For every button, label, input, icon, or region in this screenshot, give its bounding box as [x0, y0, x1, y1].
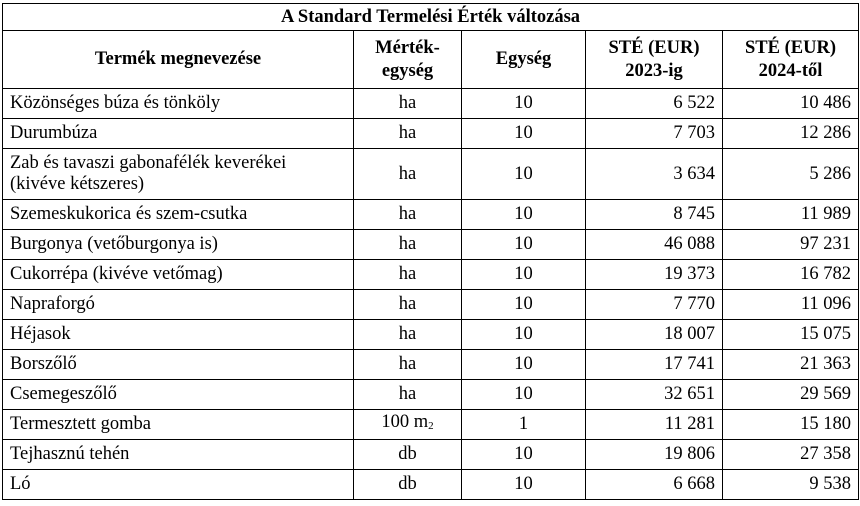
quantity-cell: 10 [462, 290, 586, 320]
ste-2023-cell: 19 373 [586, 260, 723, 290]
title-row [3, 4, 859, 31]
ste-2024-cell: 15 075 [723, 320, 859, 350]
quantity-cell: 1 [462, 410, 586, 440]
quantity-cell: 10 [462, 200, 586, 230]
product-name-cell: Szemeskukorica és szem-csutka [3, 200, 354, 230]
ste-2023-cell: 7 703 [586, 119, 723, 149]
ste-2024-cell: 29 569 [723, 380, 859, 410]
ste-2024-cell: 12 286 [723, 119, 859, 149]
header-ste-2023: STÉ (EUR) 2023-ig [586, 31, 723, 89]
quantity-cell: 10 [462, 230, 586, 260]
ste-2024-cell: 9 538 [723, 470, 859, 500]
unit-cell: ha [354, 260, 462, 290]
table-row [3, 440, 859, 470]
quantity-cell: 10 [462, 470, 586, 500]
ste-table [2, 3, 859, 500]
product-name-cell: Tejhasznú tehén [3, 440, 354, 470]
ste-2023-cell: 6 668 [586, 470, 723, 500]
ste-2024-cell: 27 358 [723, 440, 859, 470]
unit-cell: db [354, 470, 462, 500]
product-name-cell: Héjasok [3, 320, 354, 350]
quantity-cell: 10 [462, 89, 586, 119]
ste-2024-cell: 21 363 [723, 350, 859, 380]
header-quantity: Egység [462, 31, 586, 89]
table-row [3, 320, 859, 350]
ste-2023-cell: 18 007 [586, 320, 723, 350]
product-name-cell: Csemegeszőlő [3, 380, 354, 410]
product-name-cell: Közönséges búza és tönköly [3, 89, 354, 119]
table-row [3, 290, 859, 320]
table-row [3, 470, 859, 500]
ste-2024-cell: 97 231 [723, 230, 859, 260]
table-row [3, 230, 859, 260]
ste-2024-cell: 5 286 [723, 149, 859, 200]
unit-cell: ha [354, 290, 462, 320]
product-name-cell: Termesztett gomba [3, 410, 354, 440]
ste-2024-cell: 11 096 [723, 290, 859, 320]
table-row [3, 119, 859, 149]
quantity-cell: 10 [462, 149, 586, 200]
table-row [3, 260, 859, 290]
ste-2023-cell: 17 741 [586, 350, 723, 380]
unit-cell: ha [354, 149, 462, 200]
ste-2024-cell: 15 180 [723, 410, 859, 440]
ste-2023-cell: 8 745 [586, 200, 723, 230]
header-ste-2024: STÉ (EUR) 2024-től [723, 31, 859, 89]
unit-cell: 100 $m_2$ [354, 410, 462, 440]
table-row [3, 200, 859, 230]
unit-cell: ha [354, 119, 462, 149]
table-title: A Standard Termelési Érték változása [3, 4, 859, 31]
unit-exponent: 2 [428, 420, 434, 432]
unit-cell: ha [354, 320, 462, 350]
product-name-cell: Zab és tavaszi gabonafélék keverékei (kivéve kétszeres) [3, 149, 354, 200]
quantity-cell: 10 [462, 440, 586, 470]
ste-2023-cell: 32 651 [586, 380, 723, 410]
ste-2023-cell: 46 088 [586, 230, 723, 260]
unit-cell: db [354, 440, 462, 470]
table-row [3, 350, 859, 380]
table-row [3, 410, 859, 440]
product-name-cell: Borszőlő [3, 350, 354, 380]
quantity-cell: 10 [462, 320, 586, 350]
unit-cell: ha [354, 350, 462, 380]
ste-2023-cell: 3 634 [586, 149, 723, 200]
ste-2023-cell: 7 770 [586, 290, 723, 320]
header-row [3, 31, 859, 89]
table-row [3, 149, 859, 200]
quantity-cell: 10 [462, 119, 586, 149]
ste-2023-cell: 19 806 [586, 440, 723, 470]
product-name-cell: Durumbúza [3, 119, 354, 149]
product-name-cell: Cukorrépa (kivéve vetőmag) [3, 260, 354, 290]
unit-cell: ha [354, 380, 462, 410]
quantity-cell: 10 [462, 350, 586, 380]
unit-cell: ha [354, 200, 462, 230]
ste-2023-cell: 11 281 [586, 410, 723, 440]
product-name-cell: Napraforgó [3, 290, 354, 320]
unit-cell: ha [354, 89, 462, 119]
unit-cell: ha [354, 230, 462, 260]
header-name: Termék megnevezése [3, 31, 354, 89]
ste-2023-cell: 6 522 [586, 89, 723, 119]
product-name-cell: Ló [3, 470, 354, 500]
quantity-cell: 10 [462, 260, 586, 290]
product-name-cell: Burgonya (vetőburgonya is) [3, 230, 354, 260]
ste-2024-cell: 11 989 [723, 200, 859, 230]
ste-2024-cell: 10 486 [723, 89, 859, 119]
header-unit: Mérték- egység [354, 31, 462, 89]
quantity-cell: 10 [462, 380, 586, 410]
table-row [3, 89, 859, 119]
ste-2024-cell: 16 782 [723, 260, 859, 290]
table-row [3, 380, 859, 410]
